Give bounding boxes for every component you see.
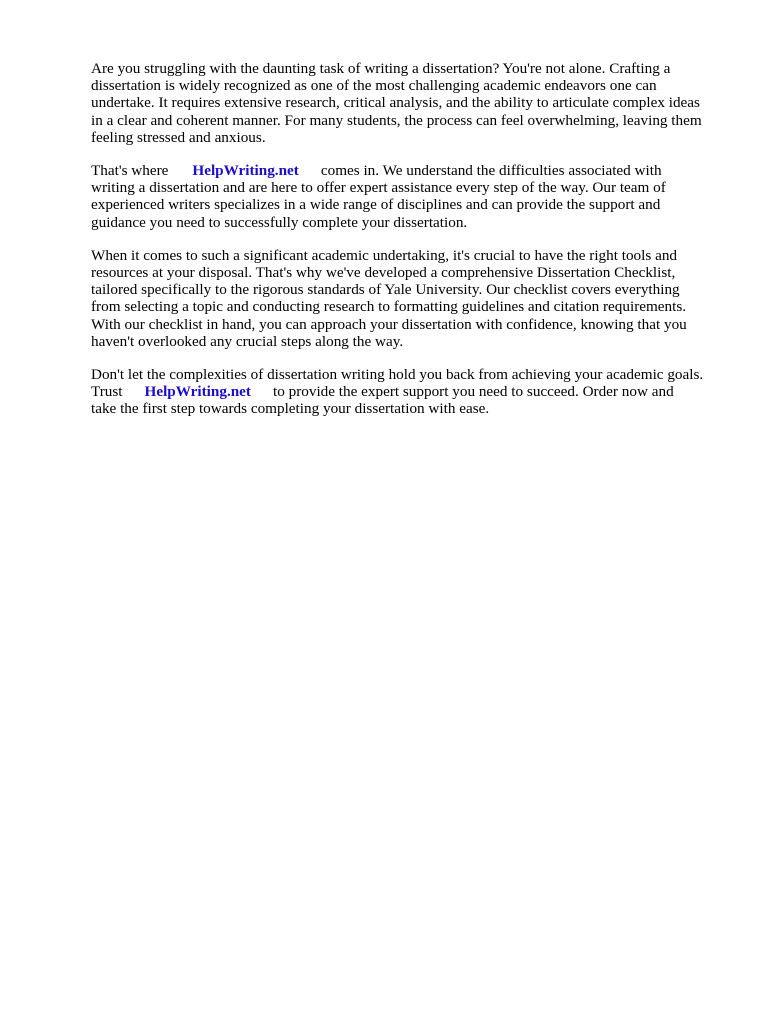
text-fragment: to provide the expert support you need to succeed. Order now and xyxy=(273,383,674,401)
text-line: dissertation is widely recognized as one of the most challenging academic endeavors one can xyxy=(91,77,657,95)
paragraph-closing xyxy=(91,366,731,418)
document-page xyxy=(91,60,731,434)
text-line: from selecting a topic and conducting research to formatting guidelines and citation requirements. xyxy=(91,298,687,316)
text-line: in a clear and coherent manner. For many students, the process can feel overwhelming, leaving them xyxy=(91,111,702,129)
text-line: undertake. It requires extensive research, critical analysis, and the ability to articulate complex ideas xyxy=(91,94,700,112)
text-line: resources at your disposal. That's why we've developed a comprehensive Dissertation Checklist, xyxy=(91,264,676,282)
helpwriting-link[interactable]: HelpWriting.net xyxy=(144,383,251,401)
text-line: feeling stressed and anxious. xyxy=(91,128,266,146)
text-line: experienced writers specializes in a wide range of disciplines and can provide the support and xyxy=(91,196,661,214)
text-line: writing a dissertation and are here to offer expert assistance every step of the way. Our team of xyxy=(91,179,666,197)
text-line: Don't let the complexities of dissertation writing hold you back from achieving your academic goals. xyxy=(91,366,704,384)
text-line: Are you struggling with the daunting task of writing a dissertation? You're not alone. Crafting a xyxy=(91,60,671,77)
paragraph-service xyxy=(91,162,731,231)
text-line: haven't overlooked any crucial steps along the way. xyxy=(91,332,404,350)
text-line: take the first step towards completing your dissertation with ease. xyxy=(91,400,490,418)
text-line: guidance you need to successfully complete your dissertation. xyxy=(91,213,468,231)
text-fragment: That's where xyxy=(91,162,169,180)
text-fragment: Trust xyxy=(91,383,123,401)
text-line: When it comes to such a significant academic undertaking, it's crucial to have the right tools and xyxy=(91,246,678,264)
paragraph-intro xyxy=(91,60,731,146)
helpwriting-link[interactable]: HelpWriting.net xyxy=(192,162,299,180)
paragraph-checklist xyxy=(91,247,731,350)
text-line-with-link xyxy=(91,383,731,400)
text-line-with-link xyxy=(91,162,731,179)
text-line: tailored specifically to the rigorous standards of Yale University. Our checklist covers everything xyxy=(91,281,680,299)
text-fragment: comes in. We understand the difficulties associated with xyxy=(320,162,662,180)
text-line: With our checklist in hand, you can approach your dissertation with confidence, knowing that you xyxy=(91,315,687,333)
